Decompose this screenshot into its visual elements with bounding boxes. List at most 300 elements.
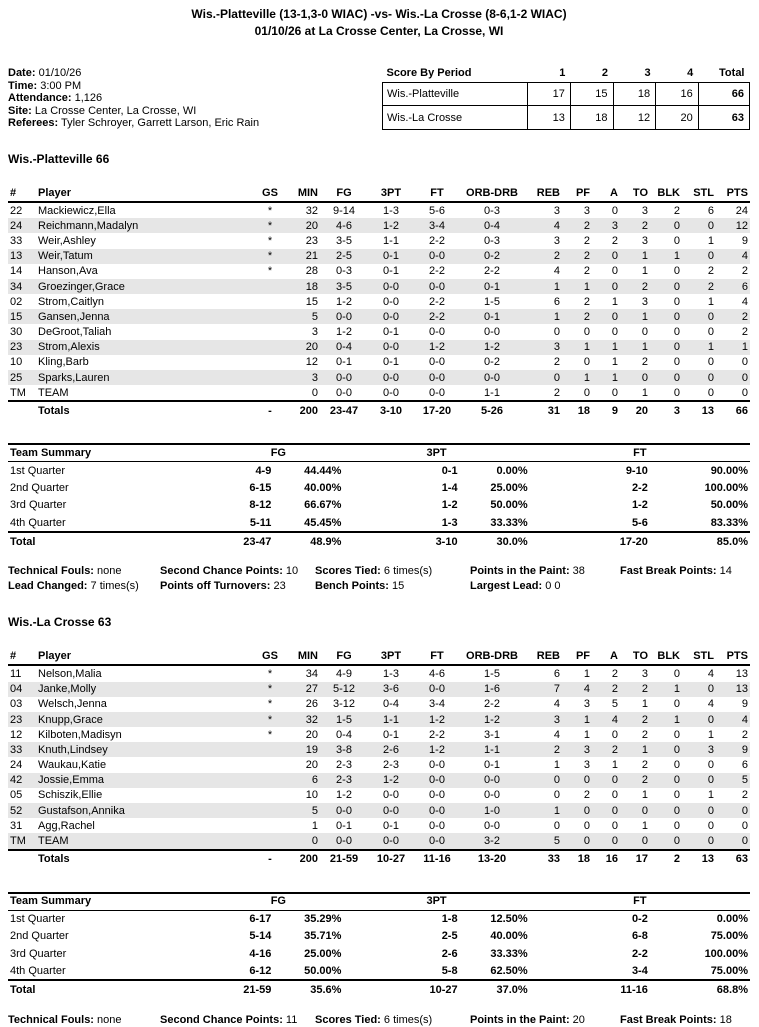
cell: 0 xyxy=(707,371,714,384)
cell: 13 xyxy=(701,404,714,417)
cell: 0 xyxy=(611,250,618,263)
cell: 0 xyxy=(611,804,618,817)
cell: 19 xyxy=(305,743,318,756)
stat-row xyxy=(8,1013,750,1027)
cell: 30.0% xyxy=(496,535,528,548)
cell: 6 xyxy=(553,667,560,680)
cell: 1 xyxy=(611,356,618,369)
cell: 0-3 xyxy=(336,265,352,278)
cell: 44.44% xyxy=(304,465,342,477)
cell: 0 xyxy=(673,219,680,232)
cell: 03 xyxy=(10,698,23,711)
cell: 1 xyxy=(673,713,680,726)
cell: 23 xyxy=(10,713,23,726)
cell: 1-2 xyxy=(429,743,445,756)
cell: 0 xyxy=(641,371,648,384)
cell: 0 xyxy=(311,386,318,399)
game-info-section xyxy=(8,67,750,130)
cell: 4 xyxy=(583,683,590,696)
cell: 4 xyxy=(611,713,618,726)
player-row xyxy=(8,324,750,339)
player-row xyxy=(8,355,750,370)
cell xyxy=(254,833,286,849)
cell: 3rd Quarter xyxy=(10,947,67,960)
column-header: BLK xyxy=(650,186,682,202)
cell: * xyxy=(267,250,273,263)
cell: 3 xyxy=(553,341,560,354)
player-row xyxy=(8,833,750,849)
cell: 0-0 xyxy=(383,280,399,293)
cell: 14 xyxy=(10,265,23,278)
cell: 1-3 xyxy=(383,204,399,217)
game-info-line: Date: 01/10/26 xyxy=(8,67,82,79)
stat-item: Points in the Paint: 20 xyxy=(470,1013,585,1026)
cell: 24 xyxy=(735,204,748,217)
cell: 2 xyxy=(583,250,590,263)
cell: 2 xyxy=(611,683,618,696)
cell: - xyxy=(268,404,272,417)
cell: 4 xyxy=(553,728,560,741)
cell: 0-0 xyxy=(336,371,352,384)
cell: 35.6% xyxy=(310,983,342,996)
cell: 2-2 xyxy=(429,295,445,308)
cell: 2 xyxy=(741,310,748,323)
cell: 0 xyxy=(673,728,680,741)
cell: 13 xyxy=(701,853,714,866)
cell: 2 xyxy=(707,280,714,293)
cell: 75.00% xyxy=(710,930,748,943)
cell: 3-10 xyxy=(379,404,403,417)
column-header: # xyxy=(8,649,36,665)
cell: 1-8 xyxy=(441,913,458,926)
cell: 3 xyxy=(583,759,590,772)
cell: 0 xyxy=(673,698,680,711)
cell: 1 xyxy=(611,759,618,772)
stat-item: Second Chance Points: 10 xyxy=(160,565,299,578)
cell: 1-2 xyxy=(631,499,648,512)
cell: 2 xyxy=(741,265,748,278)
cell: 2-5 xyxy=(441,930,458,943)
cell: 2-5 xyxy=(336,250,352,263)
cell: 200 xyxy=(299,853,318,866)
stat-row xyxy=(8,579,750,594)
cell: 0 xyxy=(707,774,714,787)
stat-item: Scores Tied: 6 times(s) xyxy=(315,565,433,578)
game-info-line: Referees: Tyler Schroyer, Garrett Larson, Eric Rain xyxy=(8,117,260,130)
summary-row xyxy=(8,962,750,980)
cell: 4 xyxy=(553,219,560,232)
cell: 6-12 xyxy=(249,964,272,977)
cell: 1 xyxy=(707,234,714,247)
cell: DeGroot,Taliah xyxy=(38,326,112,339)
cell: 4th Quarter xyxy=(10,516,66,529)
cell: 2 xyxy=(641,356,648,369)
cell: 1 xyxy=(641,789,648,802)
cell: 0 xyxy=(553,371,560,384)
column-header: PF xyxy=(562,186,592,202)
cell: 3-4 xyxy=(429,698,445,711)
cell: 0-0 xyxy=(484,819,500,832)
cell: 5-12 xyxy=(332,683,356,696)
cell: 0 xyxy=(673,667,680,680)
cell: Waukau,Katie xyxy=(38,759,107,772)
cell: 1-2 xyxy=(336,789,352,802)
cell: 50.00% xyxy=(490,499,528,512)
cell: 0-3 xyxy=(484,204,500,217)
cell: 0 xyxy=(707,386,714,399)
cell: 3 xyxy=(311,326,318,339)
cell: 1-0 xyxy=(484,804,500,817)
cell: 2 xyxy=(641,683,648,696)
cell xyxy=(254,355,286,370)
cell: 33.33% xyxy=(490,947,528,960)
stat-item: Technical Fouls: none xyxy=(8,1013,122,1026)
column-header: ORB-DRB xyxy=(460,649,524,665)
cell: 1st Quarter xyxy=(10,465,66,477)
cell: 1 xyxy=(583,371,590,384)
cell: 25.00% xyxy=(304,947,342,960)
cell: 100.00% xyxy=(704,482,748,495)
cell: 12 xyxy=(10,728,23,741)
cell: TEAM xyxy=(38,835,69,847)
cell: 4 xyxy=(741,713,748,726)
cell: 2 xyxy=(583,234,590,247)
cell: 0 xyxy=(673,819,680,832)
cell: 2-6 xyxy=(441,947,458,960)
cell: 25 xyxy=(10,371,23,384)
cell: 2 xyxy=(553,356,560,369)
cell: 0 xyxy=(741,356,748,369)
player-row xyxy=(8,697,750,712)
cell: - xyxy=(268,853,272,866)
score-row xyxy=(383,83,750,106)
cell: 34 xyxy=(10,280,23,293)
cell: Wis.-La Crosse xyxy=(383,106,528,129)
cell: 0-0 xyxy=(383,310,399,323)
cell: 1 xyxy=(641,743,648,756)
cell: 4 xyxy=(707,698,714,711)
cell: 2 xyxy=(673,204,680,217)
cell: 66 xyxy=(735,404,748,417)
cell: 13 xyxy=(528,106,571,129)
cell: 5 xyxy=(553,835,560,847)
cell: 45.45% xyxy=(304,516,342,529)
cell: 1 xyxy=(641,698,648,711)
player-row xyxy=(8,665,750,681)
cell: 0 xyxy=(673,295,680,308)
summary-header-fg: FG xyxy=(270,446,286,459)
cell: 0-0 xyxy=(429,280,445,293)
cell: 0-1 xyxy=(484,310,500,323)
column-header: ORB-DRB xyxy=(460,186,524,202)
cell: 0-0 xyxy=(429,386,445,399)
cell: 1 xyxy=(583,341,590,354)
cell: 6-8 xyxy=(631,930,648,943)
cell: 0-0 xyxy=(383,835,399,847)
cell: 1 xyxy=(641,341,648,354)
cell: 2 xyxy=(611,667,618,680)
cell: 62.50% xyxy=(490,964,528,977)
cell: 33 xyxy=(10,743,23,756)
player-row xyxy=(8,682,750,697)
cell: 33 xyxy=(10,234,23,247)
player-row xyxy=(8,294,750,309)
summary-row xyxy=(8,497,750,514)
cell: 0-1 xyxy=(383,250,399,263)
cell: 0-2 xyxy=(631,913,648,926)
matchup-title: Wis.-Platteville (13-1,3-0 WIAC) -vs- Wis.-La Crosse (8-6,1-2 WIAC) xyxy=(191,7,567,21)
cell: 2 xyxy=(583,295,590,308)
cell: 0 xyxy=(707,356,714,369)
cell: 0-0 xyxy=(383,341,399,354)
totals-row xyxy=(8,850,750,868)
summary-row xyxy=(8,928,750,945)
cell: 0 xyxy=(641,804,648,817)
cell: 16 xyxy=(605,853,618,866)
cell: 20 xyxy=(656,106,699,129)
cell: 0-0 xyxy=(383,295,399,308)
summary-row xyxy=(8,480,750,497)
cell: Reichmann,Madalyn xyxy=(38,219,139,232)
cell: 42 xyxy=(10,774,23,787)
cell: 0 xyxy=(673,759,680,772)
cell: Knupp,Grace xyxy=(38,713,103,726)
cell: 5 xyxy=(311,310,318,323)
cell: 2 xyxy=(553,250,560,263)
cell: 26 xyxy=(305,698,318,711)
cell: 0 xyxy=(641,326,648,339)
cell: 1-2 xyxy=(484,713,500,726)
cell: 13-20 xyxy=(477,853,507,866)
cell: 2-6 xyxy=(383,743,399,756)
cell: 2 xyxy=(641,774,648,787)
cell: 90.00% xyxy=(710,465,748,477)
cell: 2-3 xyxy=(383,759,399,772)
summary-total-row xyxy=(8,532,750,550)
cell xyxy=(254,340,286,355)
cell: 0-0 xyxy=(336,386,352,399)
score-by-period-header xyxy=(383,67,750,83)
cell: 0 xyxy=(611,326,618,339)
cell: 1 xyxy=(583,667,590,680)
cell: 0 xyxy=(611,819,618,832)
cell: 4-16 xyxy=(249,947,272,960)
cell: 0 xyxy=(707,819,714,832)
cell: 1-2 xyxy=(336,326,352,339)
cell: 0-0 xyxy=(336,835,352,847)
column-header: 3PT xyxy=(368,649,414,665)
stat-item: Largest Lead: 0 0 xyxy=(470,579,561,592)
column-header: 3PT xyxy=(368,186,414,202)
cell: 1 xyxy=(553,759,560,772)
cell: 0 xyxy=(707,759,714,772)
column-header: MIN xyxy=(286,649,320,665)
cell: 0 xyxy=(611,835,618,847)
score-row xyxy=(383,106,750,129)
cell: 10 xyxy=(305,789,318,802)
column-header: MIN xyxy=(286,186,320,202)
cell: 0-0 xyxy=(383,371,399,384)
column-header: REB xyxy=(524,649,562,665)
cell: 50.00% xyxy=(304,964,342,977)
cell: 17-20 xyxy=(619,535,648,548)
cell: Total xyxy=(10,535,36,548)
cell: 7 xyxy=(553,683,560,696)
cell: 3-6 xyxy=(383,683,399,696)
cell: 0 xyxy=(611,310,618,323)
cell: 63 xyxy=(698,106,749,129)
summary-total-row xyxy=(8,980,750,998)
cell: 0-0 xyxy=(429,774,445,787)
cell: 0-1 xyxy=(484,280,500,293)
summary-header-label: Team Summary xyxy=(10,895,92,908)
game-info-line: Attendance: 1,126 xyxy=(8,92,103,105)
cell: 0 xyxy=(583,386,590,399)
cell: 1 xyxy=(611,295,618,308)
cell: 0 xyxy=(583,835,590,847)
cell: 3 xyxy=(583,204,590,217)
platteville-stats-notes xyxy=(8,564,750,593)
cell: 0-1 xyxy=(336,819,352,832)
cell: 1-6 xyxy=(484,683,500,696)
cell: 5 xyxy=(611,698,618,711)
cell: 2 xyxy=(583,310,590,323)
cell: 0 xyxy=(673,743,680,756)
player-row xyxy=(8,264,750,279)
cell: 10-27 xyxy=(429,983,458,996)
cell: 3-12 xyxy=(332,698,356,711)
column-header: BLK xyxy=(650,649,682,665)
cell: 0 xyxy=(707,804,714,817)
cell xyxy=(254,788,286,803)
cell: 1-2 xyxy=(336,295,352,308)
cell: 1 xyxy=(673,683,680,696)
cell: 8-12 xyxy=(249,499,272,512)
cell: 0-1 xyxy=(383,728,399,741)
cell: 1 xyxy=(707,295,714,308)
cell: 3 xyxy=(311,371,318,384)
cell: 6 xyxy=(553,295,560,308)
cell: 2nd Quarter xyxy=(10,482,69,495)
cell xyxy=(254,757,286,772)
cell: 9 xyxy=(741,743,748,756)
cell: * xyxy=(267,683,273,696)
game-info-line: Site: La Crosse Center, La Crosse, WI xyxy=(8,104,197,117)
cell: 0-0 xyxy=(429,683,445,696)
cell: 1-1 xyxy=(484,386,500,399)
cell xyxy=(254,818,286,833)
cell: Jossie,Emma xyxy=(38,774,105,787)
cell: 0 xyxy=(707,835,714,847)
cell: 9 xyxy=(611,404,618,417)
cell: 3 xyxy=(641,295,648,308)
cell: 1-5 xyxy=(336,713,352,726)
cell xyxy=(254,309,286,324)
cell: 2 xyxy=(611,234,618,247)
cell: 1 xyxy=(611,341,618,354)
column-header: PTS xyxy=(716,649,750,665)
stat-item: Points in the Paint: 38 xyxy=(470,565,585,578)
stat-item: Technical Fouls: none xyxy=(8,565,122,578)
cell: 3 xyxy=(553,204,560,217)
cell: 6-17 xyxy=(249,913,272,926)
cell: 0 xyxy=(741,371,748,384)
cell: 0 xyxy=(673,774,680,787)
cell: 0 xyxy=(673,386,680,399)
cell: 0 xyxy=(611,789,618,802)
cell: 2 xyxy=(707,265,714,278)
cell: 3 xyxy=(641,204,648,217)
cell: 2 xyxy=(611,743,618,756)
column-header: GS xyxy=(254,649,286,665)
cell: 2-2 xyxy=(631,947,648,960)
column-header: GS xyxy=(254,186,286,202)
column-header: FG xyxy=(320,649,368,665)
cell: 0 xyxy=(707,683,714,696)
column-header: PF xyxy=(562,649,592,665)
cell: 1-2 xyxy=(383,219,399,232)
cell: 2 xyxy=(553,743,560,756)
stat-item: Fast Break Points: 18 xyxy=(620,1013,732,1026)
player-row xyxy=(8,309,750,324)
cell: 2 xyxy=(583,265,590,278)
score-by-period-table xyxy=(382,67,750,130)
cell: 21 xyxy=(305,250,318,263)
lacrosse-box-score-table xyxy=(8,649,750,867)
stat-row xyxy=(8,564,750,579)
cell: Gansen,Jenna xyxy=(38,310,110,323)
cell: 10 xyxy=(10,356,23,369)
cell: 20 xyxy=(305,341,318,354)
cell: 40.00% xyxy=(304,482,342,495)
cell: 4-9 xyxy=(336,667,352,680)
cell: 0-3 xyxy=(484,234,500,247)
cell: 32 xyxy=(305,713,318,726)
cell: 1 xyxy=(641,310,648,323)
player-row xyxy=(8,370,750,385)
cell: 85.0% xyxy=(716,535,748,548)
cell: Kilboten,Madisyn xyxy=(38,728,122,741)
column-header: Total xyxy=(719,67,745,79)
cell: 0 xyxy=(673,326,680,339)
cell: 2 xyxy=(583,219,590,232)
cell: 2 xyxy=(641,759,648,772)
cell: 1-1 xyxy=(484,743,500,756)
player-row xyxy=(8,385,750,401)
cell: 0 xyxy=(553,326,560,339)
cell: 3 xyxy=(583,698,590,711)
cell: 13 xyxy=(735,683,748,696)
cell: 21-59 xyxy=(329,853,359,866)
cell: 2-2 xyxy=(484,265,500,278)
cell: 1 xyxy=(741,341,748,354)
cell: 0 xyxy=(673,356,680,369)
cell: 0 xyxy=(673,835,680,847)
cell: * xyxy=(267,265,273,278)
cell: 1 xyxy=(553,310,560,323)
cell: 2-2 xyxy=(429,265,445,278)
column-header: FG xyxy=(320,186,368,202)
cell: 1st Quarter xyxy=(10,913,66,926)
game-title xyxy=(8,6,750,40)
cell: 23-47 xyxy=(243,535,272,548)
cell: 2 xyxy=(641,219,648,232)
cell: 100.00% xyxy=(704,947,748,960)
cell: 2 xyxy=(641,713,648,726)
cell: 2-3 xyxy=(336,774,352,787)
cell: 11-16 xyxy=(620,983,648,996)
cell: 18 xyxy=(570,106,613,129)
